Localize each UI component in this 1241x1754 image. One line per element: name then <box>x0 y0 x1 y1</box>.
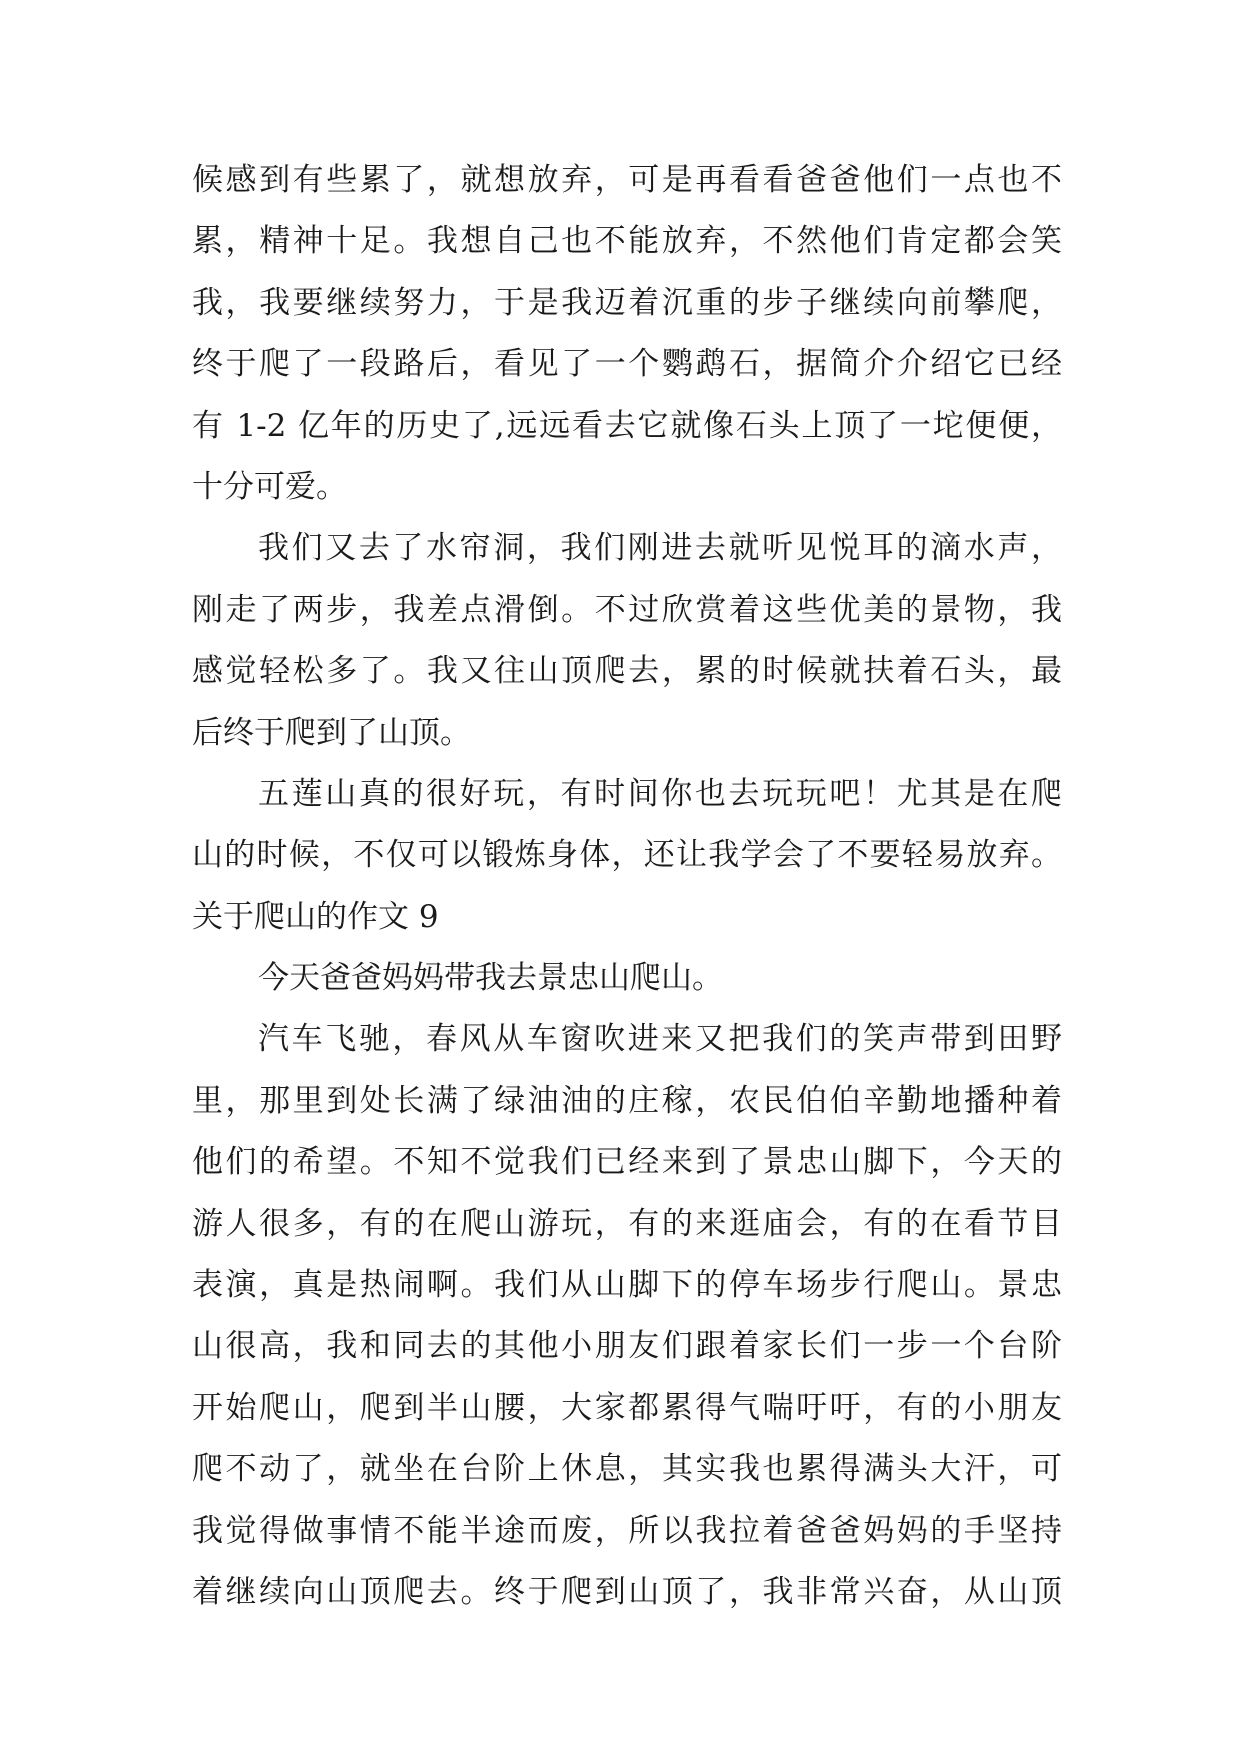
text-line: 游人很多，有的在爬山游玩，有的来逛庙会，有的在看节目 <box>192 1205 1062 1242</box>
text-line: 有 1-2 亿年的历史了,远远看去它就像石头上顶了一坨便便， <box>192 407 1062 444</box>
paragraph-first-line: 今天爸爸妈妈带我去景忠山爬山。 <box>258 960 723 997</box>
text-line: 终于爬了一段路后，看见了一个鹦鹉石，据简介介绍它已经 <box>192 346 1062 383</box>
text-line: 里，那里到处长满了绿油油的庄稼，农民伯伯辛勤地播种着 <box>192 1082 1062 1119</box>
paragraph-first-line: 汽车飞驰，春风从车窗吹进来又把我们的笑声带到田野 <box>258 1021 1062 1058</box>
essay-body <box>192 150 1062 1623</box>
text-line: 山的时候，不仅可以锻炼身体，还让我学会了不要轻易放弃。 <box>192 837 1062 874</box>
text-line: 十分可爱。 <box>192 468 347 505</box>
text-line: 累，精神十足。我想自己也不能放弃，不然他们肯定都会笑 <box>192 223 1062 260</box>
text-line: 刚走了两步，我差点滑倒。不过欣赏着这些优美的景物，我 <box>192 591 1062 628</box>
text-line: 候感到有些累了，就想放弃，可是再看看爸爸他们一点也不 <box>192 162 1062 198</box>
text-line: 着继续向山顶爬去。终于爬到山顶了，我非常兴奋，从山顶 <box>192 1573 1062 1610</box>
text-line: 他们的希望。不知不觉我们已经来到了景忠山脚下，今天的 <box>192 1144 1062 1181</box>
text-line: 山很高，我和同去的其他小朋友们跟着家长们一步一个台阶 <box>192 1328 1062 1365</box>
text-line: 感觉轻松多了。我又往山顶爬去，累的时候就扶着石头，最 <box>192 653 1062 690</box>
paragraph-first-line: 五莲山真的很好玩，有时间你也去玩玩吧！尤其是在爬 <box>258 775 1062 812</box>
text-line: 开始爬山，爬到半山腰，大家都累得气喘吁吁，有的小朋友 <box>192 1389 1062 1426</box>
text-line: 我，我要继续努力，于是我迈着沉重的步子继续向前攀爬， <box>192 284 1062 321</box>
text-line: 表演，真是热闹啊。我们从山脚下的停车场步行爬山。景忠 <box>192 1267 1062 1304</box>
text-line: 我觉得做事情不能半途而废，所以我拉着爸爸妈妈的手坚持 <box>192 1512 1062 1549</box>
paragraph-first-line: 我们又去了水帘洞，我们刚进去就听见悦耳的滴水声， <box>258 530 1062 567</box>
text-line: 后终于爬到了山顶。 <box>192 714 471 751</box>
essay-heading: 关于爬山的作文 9 <box>192 898 439 935</box>
text-line: 爬不动了，就坐在台阶上休息，其实我也累得满头大汗，可 <box>192 1451 1062 1488</box>
